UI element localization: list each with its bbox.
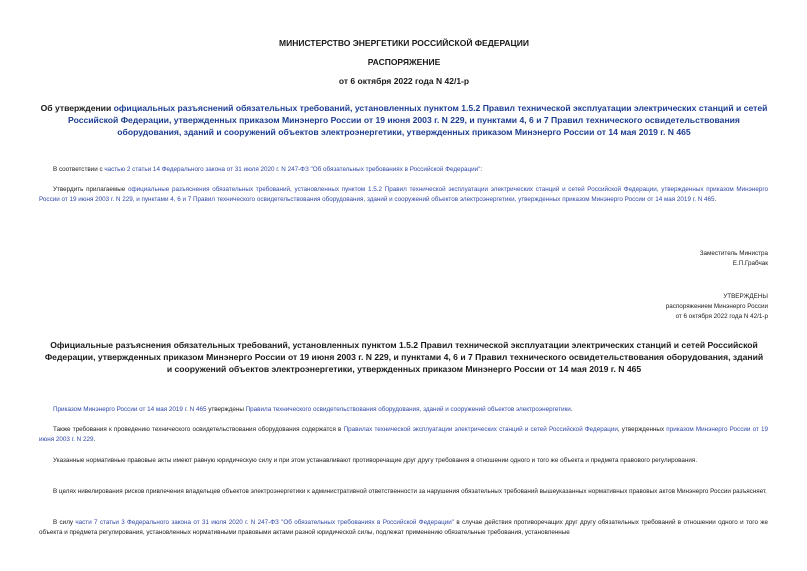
paragraph-rules-229 (39, 425, 768, 445)
paragraph-legal-basis (39, 165, 768, 175)
text-span: Утвердить прилагаемые (53, 186, 128, 193)
order-title (40, 102, 768, 138)
order-465-link[interactable]: Приказом Минэнерго России от 14 мая 2019 г. N 465 (53, 406, 207, 413)
signature-position: Заместитель Министра (699, 250, 768, 257)
text-span: : (480, 166, 483, 173)
signature-name: Е.П.Грабчак (732, 260, 768, 267)
signature-block (700, 249, 768, 269)
ministry-heading: МИНИСТЕРСТВО ЭНЕРГЕТИКИ РОССИЙСКОЙ ФЕДЕРАЦИИ (279, 38, 529, 48)
text-span: В силу (53, 519, 76, 526)
document-date-number: от 6 октября 2022 года N 42/1-р (338, 76, 470, 86)
approval-line-1: распоряжением Минэнерго России (665, 303, 768, 310)
text-span: Также требования к проведению технического освидетельствования оборудования содержатся в (53, 426, 344, 433)
approval-block (666, 292, 768, 322)
law-247-fz-link[interactable]: частью 2 статьи 14 Федерального закона от 31 июля 2020 г. N 247-ФЗ "Об обязательных требованиях в Российской Федерации" (104, 166, 481, 173)
paragraph-equal-force: Указанные нормативные правовые акты имеют равную юридическую силу и при этом устанавливают противоречащие друг другу требования в отношении одного и того же объекта и предмета правового регулирования. (53, 457, 698, 464)
law-247-fz-part7-link[interactable]: части 7 статьи 3 Федерального закона от 31 июля 2020 г. N 247-ФЗ "Об обязательных требованиях в Российской Федерации" (75, 519, 454, 526)
explanations-title: Официальные разъяснения обязательных требований, установленных пунктом 1.5.2 Правил технической эксплуатации электрических станций и сетей Российской Федерации, утвержденных приказом Минэнерго России от 19 июня 2003 г. N 229, и пунктами 4, 6 и 7 Правил технического освидетельствования оборудования, зданий и сооружений объектов электроэнергетики, утвержденных приказом Минэнерго России от 14 мая 2019 г. N 465 (44, 340, 764, 374)
paragraph-risk-leveling: В целях нивелирования рисков привлечения владельцев объектов электроэнергетики к административной ответственности за нарушения обязательных требований вышеуказанных нормативных правовых актов Минэнерго России разъясняет. (53, 488, 767, 495)
paragraph-approve (39, 185, 768, 205)
text-span: . (570, 406, 573, 413)
document-type-heading: РАСПОРЯЖЕНИЕ (367, 57, 441, 67)
text-span: . (93, 436, 96, 443)
text-span: В соответствии с (53, 166, 105, 173)
paragraph-order-465 (39, 405, 768, 415)
rules-tech-operation-link[interactable]: Правилах технической эксплуатации электрических станций и сетей Российской Федерации (343, 426, 618, 433)
official-explanations-link[interactable]: официальные разъяснения обязательных требований, установленных пунктом 1.5.2 Правил технической эксплуатации электрических станций и сетей Российской Федерации, утвержденных приказом Минэнерго России от 19 июня 2003 г. N 229, и пунктами 4, 6 и 7 Правил технического освидетельствования оборудования, зданий и сооружений объектов электроэнергетики, утвержденных приказом Минэнерго России от 14 мая 2019 г. N 465 (39, 186, 768, 203)
text-span: , утвержденных (617, 426, 667, 433)
order-title-prefix: Об утверждении (40, 103, 112, 113)
text-span: в случае действия противоречащих друг другу обязательных требований в отношении одного и того же объекта и предмета регулирования, установленных нормативными правовыми актами разной юридической силы, подлежат применению обязательные требования, установленные (39, 519, 769, 536)
text-span: . (714, 196, 717, 203)
rules-tech-inspection-link[interactable]: Правила технического освидетельствования оборудования, зданий и сооружений объектов электроэнергетики (245, 406, 571, 413)
approval-line-2: от 6 октября 2022 года N 42/1-р (675, 313, 768, 320)
order-title-link[interactable]: официальных разъяснений обязательных требований, установленных пунктом 1.5.2 Правил технической эксплуатации электрических станций и сетей Российской Федерации, утвержденных приказом Минэнерго России от 19 июня 2003 г. N 229, и пунктами 4, 6 и 7 Правил технического освидетельствования оборудования, зданий и сооружений объектов электроэнергетики, утвержденных приказом Минэнерго России от 14 мая 2019 г. N 465 (68, 103, 768, 137)
paragraph-conflict-rule (39, 518, 768, 538)
order-229-link[interactable]: приказом Минэнерго России от 19 июня 2003 г. N 229 (39, 426, 768, 443)
text-span: утверждены (206, 406, 246, 413)
approval-label: УТВЕРЖДЕНЫ (723, 293, 768, 300)
